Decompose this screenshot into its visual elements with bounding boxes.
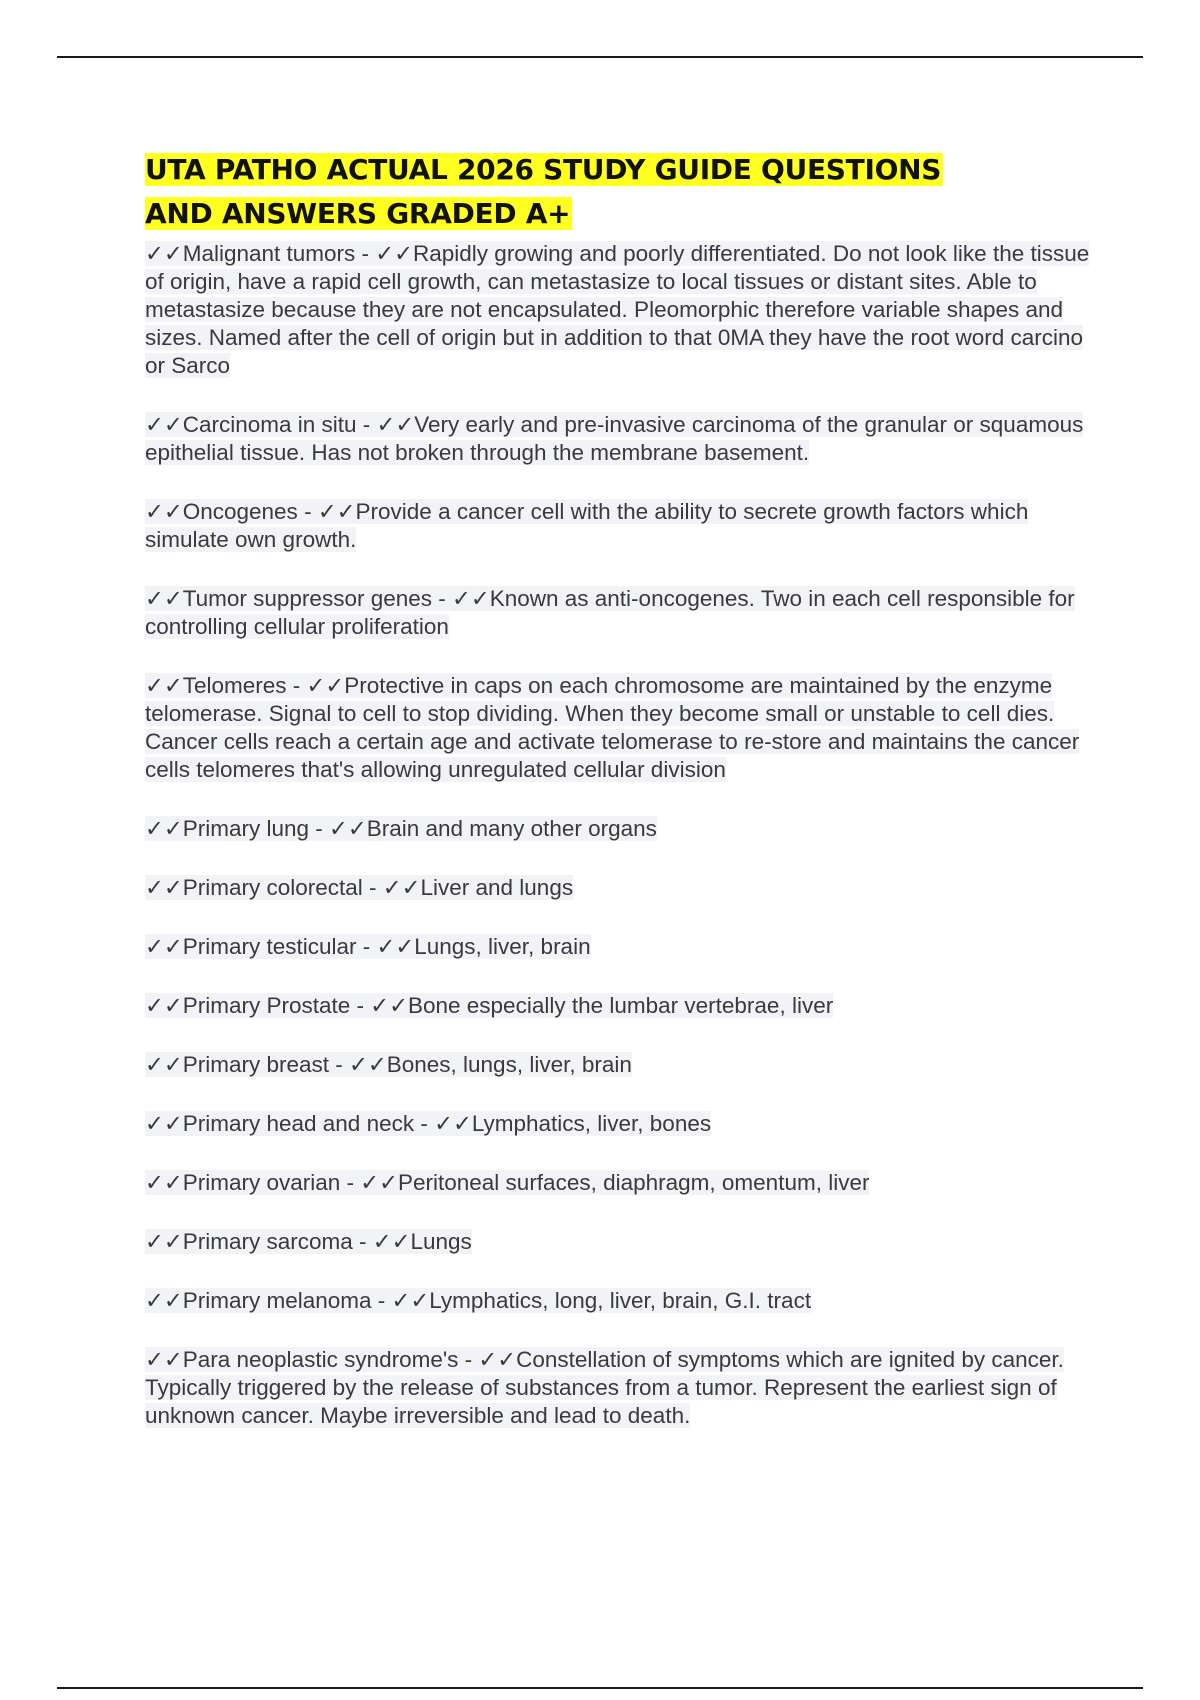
- qa-entry: [145, 498, 1105, 554]
- qa-term: Primary head and neck: [182, 1111, 415, 1136]
- check-mark-icon: ✓✓: [145, 1111, 183, 1136]
- qa-answer: Lymphatics, liver, bones: [471, 1111, 712, 1136]
- qa-separator: -: [297, 499, 318, 524]
- qa-separator: -: [329, 1052, 350, 1077]
- check-mark-icon: ✓✓: [145, 1347, 183, 1372]
- qa-separator: -: [414, 1111, 435, 1136]
- qa-entry: [145, 1346, 1105, 1430]
- qa-entry: [145, 815, 1105, 843]
- qa-answer: Liver and lungs: [420, 875, 574, 900]
- qa-term: Tumor suppressor genes: [182, 586, 432, 611]
- qa-answer: Very early and pre-invasive carcinoma of the granular or squamous epithelial tissue. Has not broken through the membrane basement.: [145, 412, 1084, 465]
- check-mark-icon: ✓✓: [145, 875, 183, 900]
- document-title: [145, 148, 1105, 236]
- qa-answer: Bones, lungs, liver, brain: [386, 1052, 632, 1077]
- footer-rule: [57, 1687, 1143, 1689]
- qa-answer: Rapidly growing and poorly differentiated. Do not look like the tissue of origin, have a rapid cell growth, can metastasize to local tissues or distant sites. Able to metastasize because they are not encapsulated. Pleomorphic therefore variable shapes and sizes. Named after the cell of origin but in addition to that 0MA they have the root word carcino or Sarco: [145, 241, 1090, 378]
- check-mark-icon: ✓✓: [145, 1229, 183, 1254]
- header-rule: [57, 56, 1143, 58]
- qa-separator: -: [350, 993, 371, 1018]
- qa-answer: Bone especially the lumbar vertebrae, liver: [407, 993, 834, 1018]
- qa-term: Primary Prostate: [182, 993, 351, 1018]
- qa-answer: Provide a cancer cell with the ability to secrete growth factors which simulate own growth.: [145, 499, 1029, 552]
- qa-term: Primary testicular: [182, 934, 357, 959]
- qa-separator: -: [340, 1170, 361, 1195]
- check-mark-icon: ✓✓: [145, 412, 183, 437]
- qa-entry: [145, 411, 1105, 467]
- qa-separator: -: [352, 1229, 373, 1254]
- qa-separator: -: [362, 875, 383, 900]
- qa-separator: -: [286, 673, 307, 698]
- qa-term: Malignant tumors: [182, 241, 356, 266]
- check-mark-icon: ✓✓: [145, 673, 183, 698]
- qa-separator: -: [356, 412, 377, 437]
- qa-answer: Known as anti-oncogenes. Two in each cell responsible for controlling cellular proliferation: [145, 586, 1075, 639]
- check-mark-icon: ✓✓: [145, 1288, 183, 1313]
- qa-entry: [145, 1051, 1105, 1079]
- check-mark-icon: ✓✓: [329, 816, 367, 841]
- qa-separator: -: [355, 241, 376, 266]
- check-mark-icon: ✓✓: [145, 586, 183, 611]
- qa-entry: [145, 1228, 1105, 1256]
- qa-answer: Lungs, liver, brain: [414, 934, 591, 959]
- qa-list: [145, 240, 1105, 1430]
- check-mark-icon: ✓✓: [360, 1170, 398, 1195]
- qa-entry: [145, 240, 1105, 380]
- qa-separator: -: [458, 1347, 479, 1372]
- title-line-2: AND ANSWERS GRADED A+: [145, 197, 571, 230]
- title-line-1: UTA PATHO ACTUAL 2026 STUDY GUIDE QUESTIONS: [145, 153, 942, 186]
- check-mark-icon: ✓✓: [376, 412, 415, 437]
- qa-entry: [145, 1169, 1105, 1197]
- qa-entry: [145, 585, 1105, 641]
- qa-answer: Lungs: [410, 1229, 472, 1254]
- check-mark-icon: ✓✓: [376, 934, 415, 959]
- check-mark-icon: ✓✓: [145, 499, 183, 524]
- qa-term: Carcinoma in situ: [182, 412, 357, 437]
- document-body: [145, 148, 1105, 1461]
- check-mark-icon: ✓✓: [145, 993, 183, 1018]
- qa-term: Primary lung: [182, 816, 310, 841]
- qa-term: Oncogenes: [182, 499, 298, 524]
- check-mark-icon: ✓✓: [452, 586, 490, 611]
- check-mark-icon: ✓✓: [145, 1170, 183, 1195]
- check-mark-icon: ✓✓: [370, 993, 408, 1018]
- check-mark-icon: ✓✓: [375, 241, 414, 266]
- qa-answer: Peritoneal surfaces, diaphragm, omentum, liver: [397, 1170, 870, 1195]
- check-mark-icon: ✓✓: [145, 241, 183, 266]
- check-mark-icon: ✓✓: [317, 499, 356, 524]
- qa-separator: -: [432, 586, 452, 611]
- qa-entry: [145, 672, 1105, 784]
- qa-term: Primary colorectal: [182, 875, 363, 900]
- check-mark-icon: ✓✓: [306, 673, 345, 698]
- qa-term: Para neoplastic syndrome's: [182, 1347, 459, 1372]
- qa-entry: [145, 874, 1105, 902]
- qa-entry: [145, 1287, 1105, 1315]
- check-mark-icon: ✓✓: [434, 1111, 472, 1136]
- check-mark-icon: ✓✓: [372, 1229, 411, 1254]
- qa-answer: Constellation of symptoms which are ignited by cancer. Typically triggered by the release of substances from a tumor. Represent the earliest sign of unknown cancer. Maybe irreversible and lead to death.: [145, 1347, 1064, 1428]
- check-mark-icon: ✓✓: [391, 1288, 430, 1313]
- check-mark-icon: ✓✓: [145, 816, 183, 841]
- qa-answer: Brain and many other organs: [366, 816, 657, 841]
- check-mark-icon: ✓✓: [145, 934, 183, 959]
- qa-separator: -: [356, 934, 377, 959]
- qa-term: Primary sarcoma: [182, 1229, 353, 1254]
- qa-term: Primary breast: [182, 1052, 330, 1077]
- check-mark-icon: ✓✓: [145, 1052, 183, 1077]
- qa-answer: Lymphatics, long, liver, brain, G.I. tract: [429, 1288, 812, 1313]
- qa-term: Primary ovarian: [182, 1170, 341, 1195]
- qa-term: Telomeres: [182, 673, 287, 698]
- qa-separator: -: [371, 1288, 392, 1313]
- qa-entry: [145, 1110, 1105, 1138]
- qa-separator: -: [309, 816, 330, 841]
- qa-entry: [145, 933, 1105, 961]
- qa-term: Primary melanoma: [182, 1288, 372, 1313]
- check-mark-icon: ✓✓: [478, 1347, 517, 1372]
- check-mark-icon: ✓✓: [382, 875, 421, 900]
- qa-answer: Protective in caps on each chromosome are maintained by the enzyme telomerase. Signal to cell to stop dividing. When they become small or unstable to cell dies. Cancer cells reach a certain age and activate telomerase to re-store and maintains the cancer cells telomeres that's allowing unregulated cellular division: [145, 673, 1080, 782]
- check-mark-icon: ✓✓: [349, 1052, 387, 1077]
- qa-entry: [145, 992, 1105, 1020]
